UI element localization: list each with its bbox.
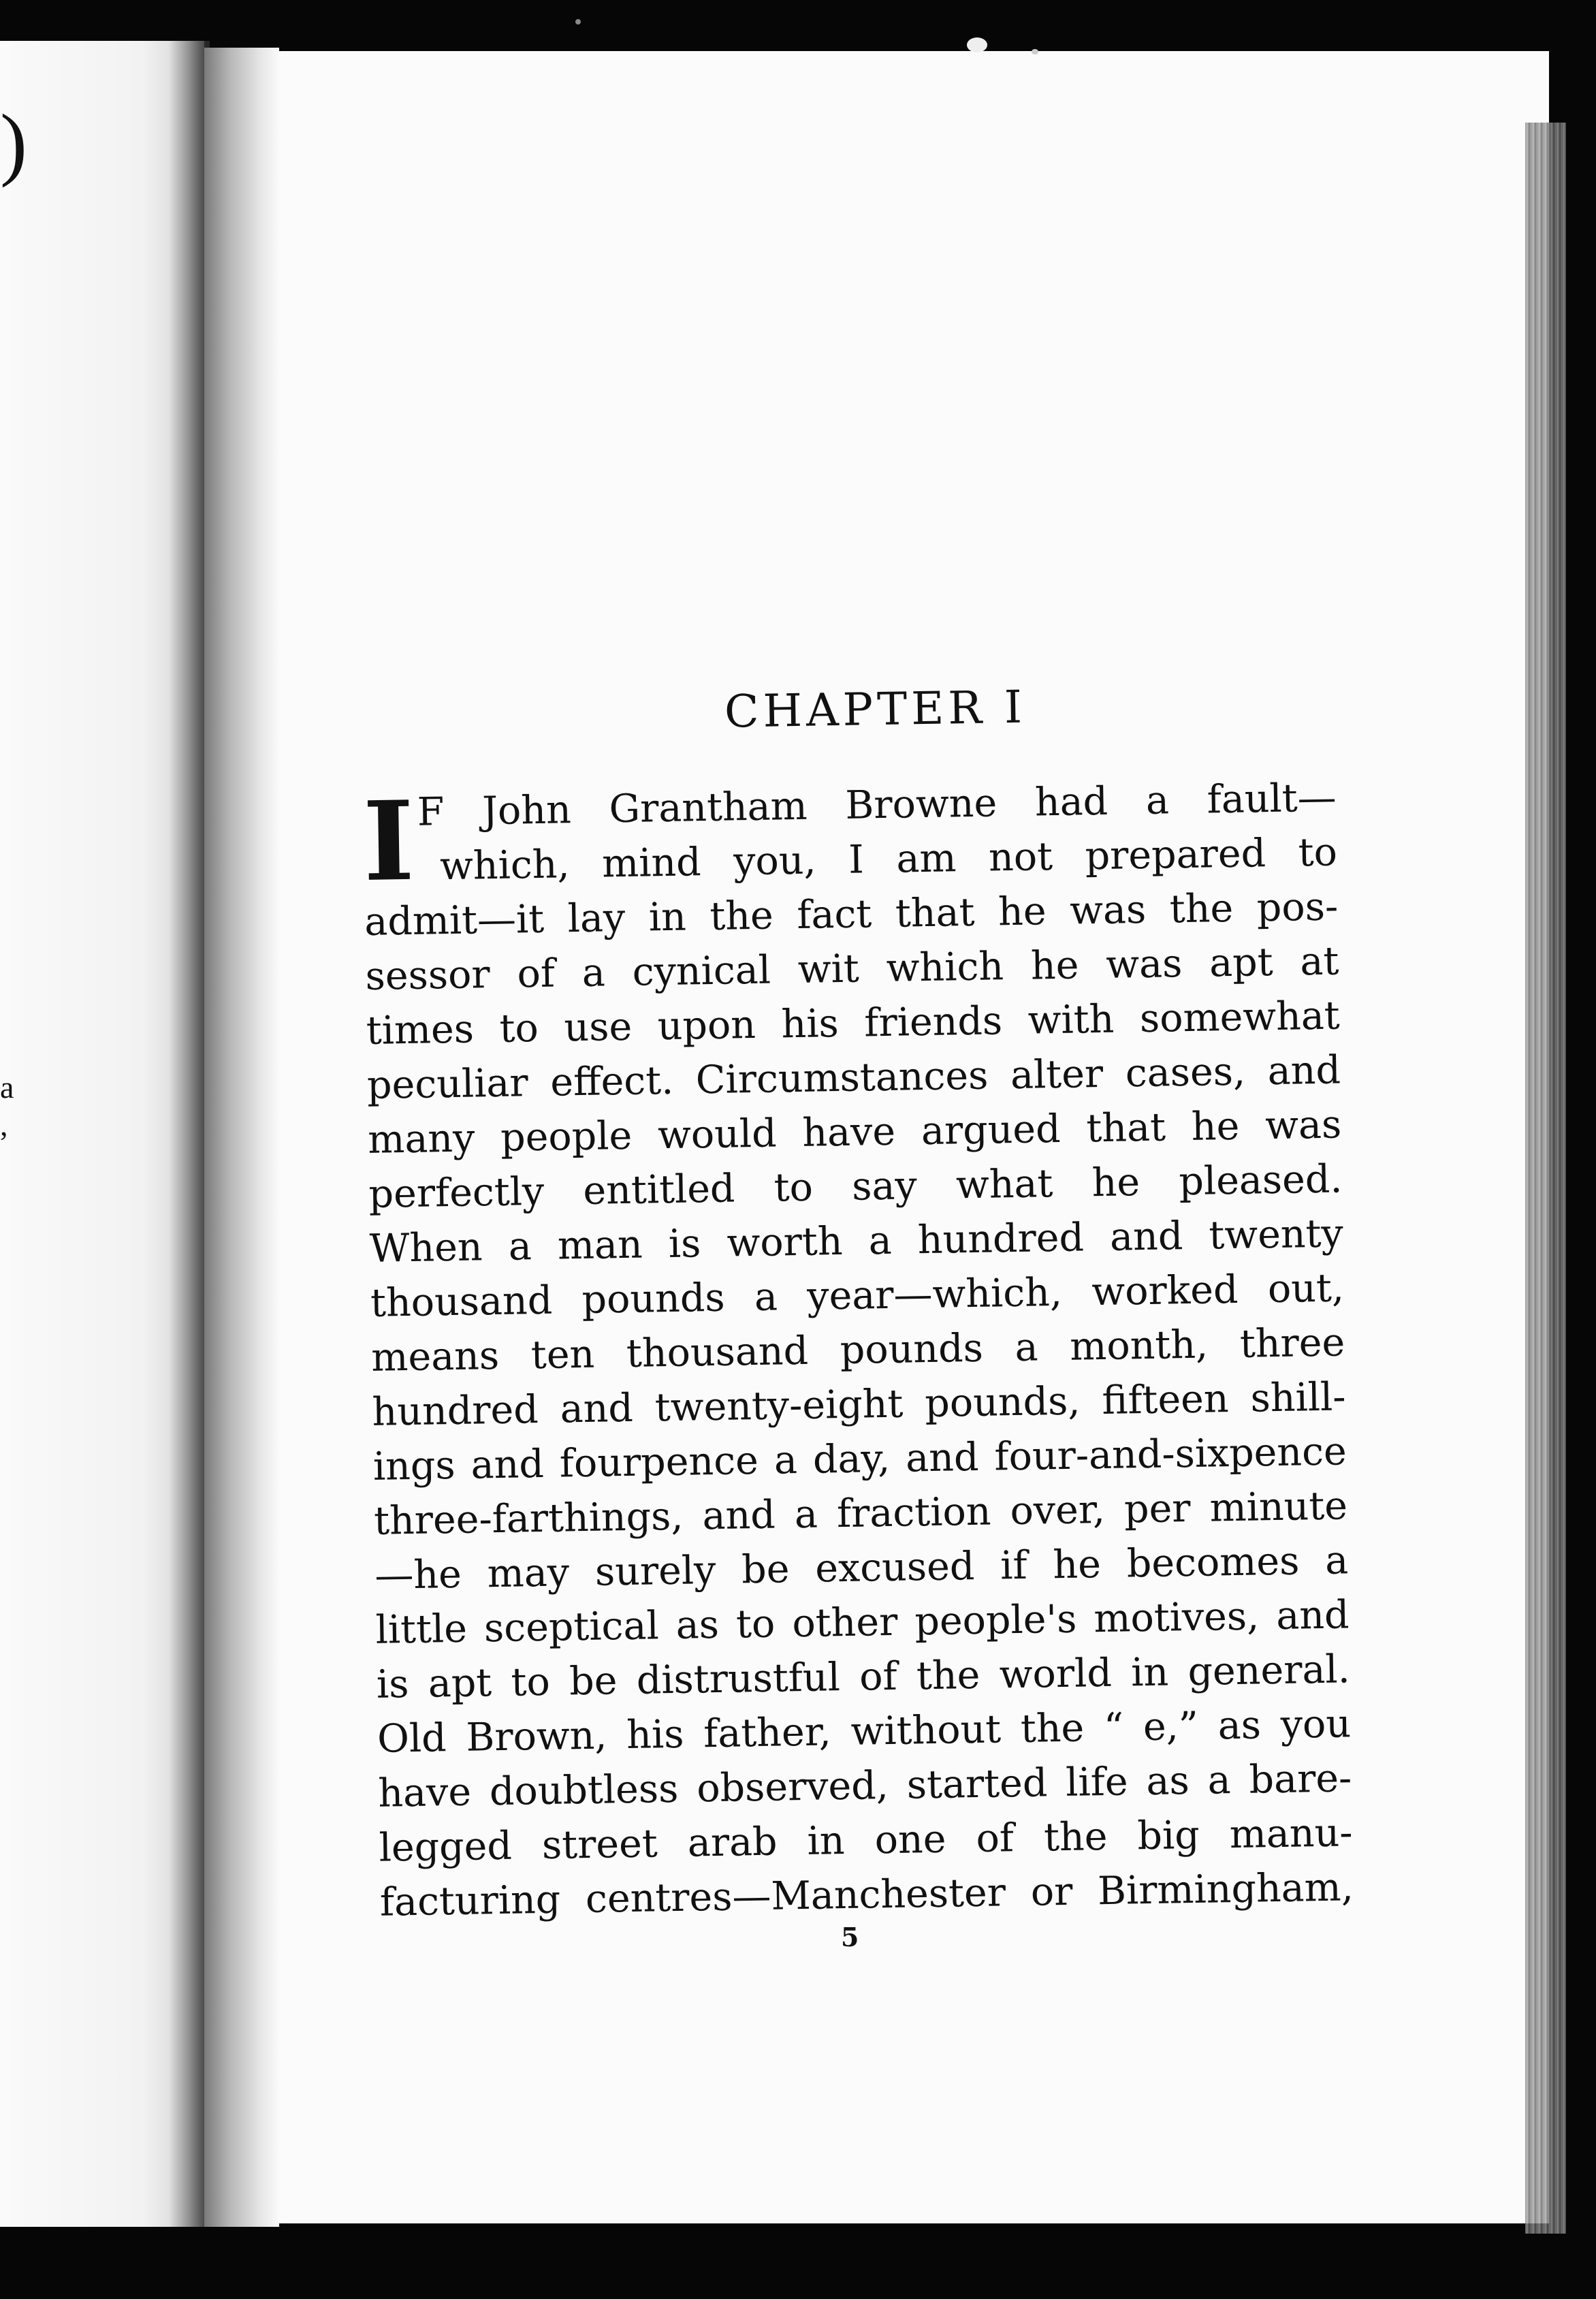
text-line: many people would have argued that he was [367, 1102, 1342, 1162]
left-page-comma-fragment: , [0, 1107, 8, 1142]
scan-speck [575, 19, 581, 25]
text-line: Old Brown, his father, without the “ e,” as you [377, 1701, 1352, 1762]
text-line: three-farthings, and a fraction over, per minute [373, 1483, 1348, 1544]
text-line: sessor of a cynical wit which he was apt at [365, 938, 1339, 999]
text-line: is apt to be distrustful of the world in general. [376, 1647, 1351, 1707]
text-line: which, mind you, I am not prepared to [439, 829, 1338, 889]
page-number: 5 [841, 1922, 859, 1952]
text-line: ings and fourpence a day, and four-and-sixpence [372, 1429, 1347, 1489]
text-line: facturing centres—Manchester or Birmingham, [379, 1865, 1354, 1925]
text-line: times to use upon his friends with somewhat [366, 993, 1341, 1053]
drop-cap: I [362, 776, 415, 906]
text-line: means ten thousand pounds a month, three [370, 1320, 1345, 1380]
left-page-letter-fragment: a [0, 1070, 14, 1105]
text-line: peculiar effect. Circumstances alter cases, and [366, 1047, 1341, 1108]
text-line: have doubtless observed, started life as a bare- [377, 1756, 1352, 1816]
opening-lines [362, 771, 1338, 906]
gutter-shadow [204, 48, 279, 2227]
chapter-heading: CHAPTER I [724, 680, 1027, 738]
text-line: perfectly entitled to say what he pleased. [368, 1156, 1343, 1217]
chapter-text-block [361, 676, 1354, 1930]
text-line: thousand pounds a year—which, worked out, [370, 1265, 1345, 1326]
text-line: legged street arab in one of the big manu- [379, 1810, 1354, 1871]
text-line: F John Grantham Browne had a fault— [417, 775, 1337, 835]
left-page-paren-fragment: ) [0, 97, 27, 188]
text-line: When a man is worth a hundred and twenty [369, 1211, 1344, 1271]
page-stack-edge [1525, 123, 1566, 2234]
text-line: little sceptical as to other people's motives, and [375, 1592, 1350, 1653]
scan-speck [1032, 49, 1038, 54]
text-line: hundred and twenty-eight pounds, fifteen shill- [372, 1374, 1346, 1435]
left-page-edge-shadow [169, 41, 210, 2227]
text-line: admit—it lay in the fact that he was the pos- [364, 884, 1339, 945]
scan-speck [967, 37, 987, 52]
text-line: —he may surely be excused if he becomes a [374, 1538, 1349, 1598]
